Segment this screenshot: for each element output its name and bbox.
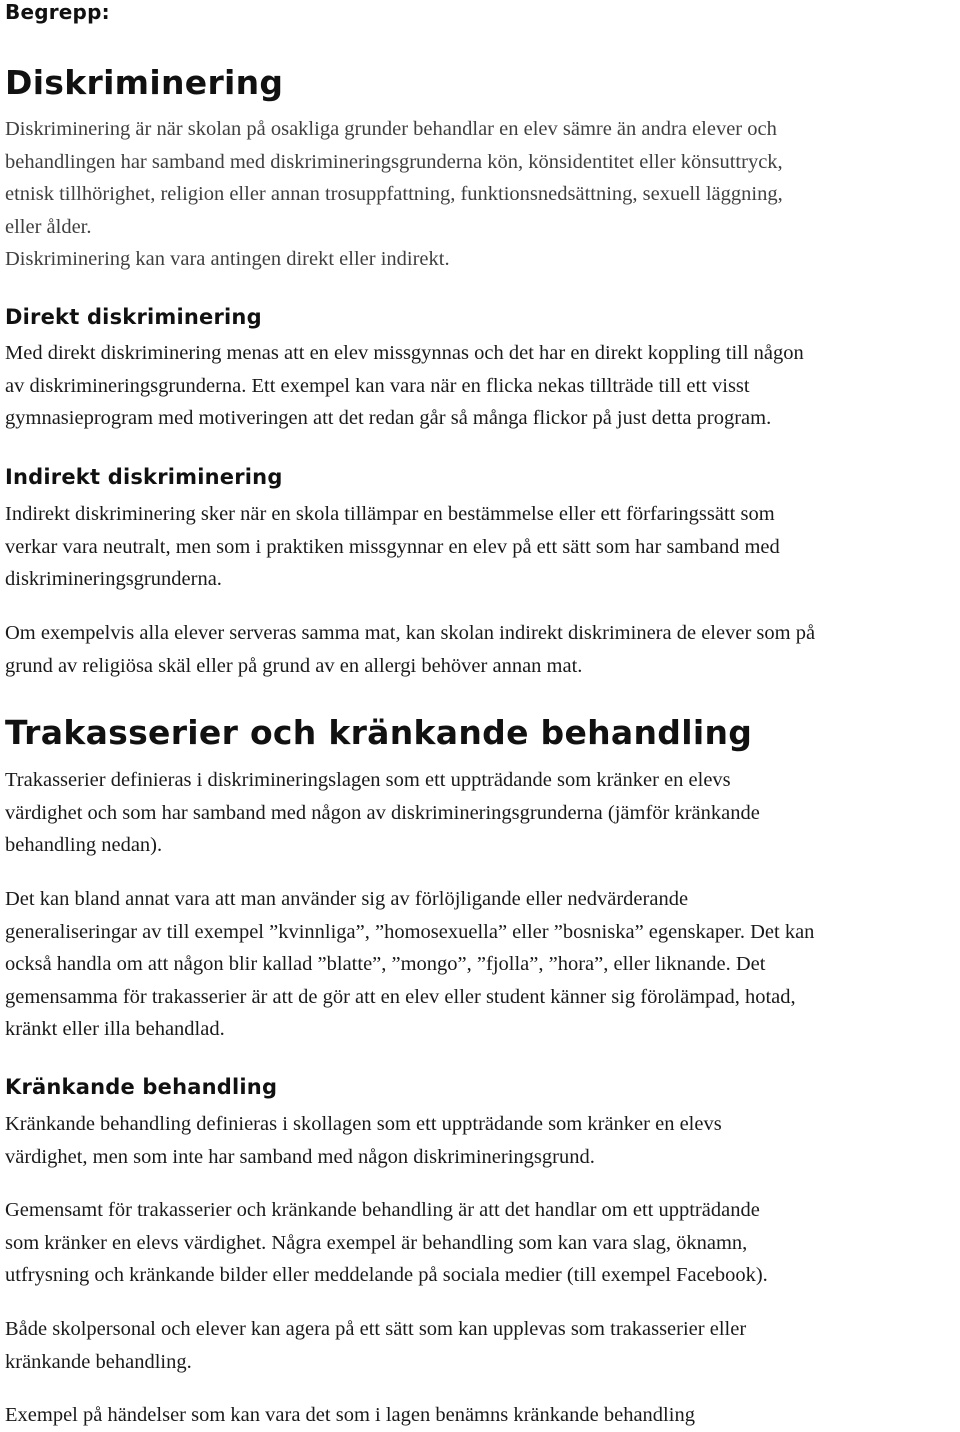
text-line: värdighet och som har samband med någon av diskrimineringsgrunderna (jämför kränkande <box>5 801 760 824</box>
text-line: också handla om att någon blir kallad ”blatte”, ”mongo”, ”fjolla”, ”hora”, eller liknande. Det <box>5 953 766 975</box>
heading-indirekt-diskriminering: Indirekt diskriminering <box>5 465 283 489</box>
text-line: Exempel på händelser som kan vara det som i lagen benämns kränkande behandling <box>5 1404 695 1426</box>
text-line: Diskriminering kan vara antingen direkt eller indirekt. <box>5 248 450 270</box>
text-line: Gemensamt för trakasserier och kränkande behandling är att det handlar om ett uppträdande <box>5 1199 760 1221</box>
text-line: Trakasserier definieras i diskrimineringslagen som ett uppträdande som kränker en elevs <box>5 769 731 791</box>
text-line: Kränkande behandling definieras i skollagen som ett uppträdande som kränker en elevs <box>5 1113 722 1135</box>
text-line: behandlingen har samband med diskrimineringsgrunderna kön, könsidentitet eller könsuttryck, <box>5 150 783 173</box>
heading-krankande-behandling: Kränkande behandling <box>5 1075 278 1099</box>
text-line: grund av religiösa skäl eller på grund av en allergi behöver annan mat. <box>5 654 583 677</box>
heading-trakasserier: Trakasserier och kränkande behandling <box>5 713 753 752</box>
text-line: Med direkt diskriminering menas att en elev missgynnas och det har en direkt koppling till någon <box>5 342 804 364</box>
text-line: Om exempelvis alla elever serveras samma mat, kan skolan indirekt diskriminera de elever som på <box>5 622 816 644</box>
text-line: etnisk tillhörighet, religion eller annan trosuppfattning, funktionsnedsättning, sexuell läggning, <box>5 183 783 205</box>
text-line: utfrysning och kränkande bilder eller meddelande på sociala medier (till exempel Facebook). <box>5 1264 768 1286</box>
heading-diskriminering: Diskriminering <box>5 63 284 102</box>
paragraph-examples-heading <box>5 1399 957 1432</box>
page-kicker: Begrepp: <box>5 0 110 24</box>
text-line: diskrimineringsgrunderna. <box>5 568 222 590</box>
text-line: behandling nedan). <box>5 834 163 856</box>
text-line: som kränker en elevs värdighet. Några exempel är behandling som kan vara slag, öknamn, <box>5 1231 748 1254</box>
paragraph-indirekt-example <box>5 617 957 682</box>
text-line: gymnasieprogram med motiveringen att det redan går så många flickor på just detta program. <box>5 407 772 429</box>
paragraph-diskriminering-intro <box>5 113 957 276</box>
paragraph-trakasserier-examples <box>5 883 957 1046</box>
paragraph-trakasserier-definition <box>5 764 957 862</box>
paragraph-indirekt <box>5 498 957 596</box>
text-line: eller ålder. <box>5 215 92 238</box>
text-line: Både skolpersonal och elever kan agera på ett sätt som kan upplevas som trakasserier eller <box>5 1318 747 1340</box>
text-line: generaliseringar av till exempel ”kvinnliga”, ”homosexuella” eller ”bosniska” egenskaper. Det kan <box>5 920 815 943</box>
paragraph-krankande-definition <box>5 1108 957 1173</box>
text-line: verkar vara neutralt, men som i praktiken missgynnar en elev på ett sätt som har samband med <box>5 535 780 558</box>
text-line: kränkt eller illa behandlad. <box>5 1018 225 1040</box>
paragraph-actors <box>5 1313 957 1378</box>
text-line: av diskrimineringsgrunderna. Ett exempel kan vara när en flicka nekas tillträde till ett visst <box>5 374 750 397</box>
text-line: gemensamma för trakasserier är att de gör att en elev eller student känner sig förolämpad, hotad, <box>5 985 796 1008</box>
paragraph-direkt <box>5 337 957 435</box>
heading-direkt-diskriminering: Direkt diskriminering <box>5 305 262 329</box>
text-line: kränkande behandling. <box>5 1350 192 1373</box>
text-line: Diskriminering är när skolan på osakliga grunder behandlar en elev sämre än andra elever och <box>5 118 777 140</box>
text-line: Det kan bland annat vara att man använder sig av förlöjligande eller nedvärderande <box>5 888 689 910</box>
paragraph-gemensamt <box>5 1194 957 1292</box>
text-line: värdighet, men som inte har samband med någon diskrimineringsgrund. <box>5 1145 595 1168</box>
text-line: Indirekt diskriminering sker när en skola tillämpar en bestämmelse eller ett förfaringssätt som <box>5 503 775 525</box>
